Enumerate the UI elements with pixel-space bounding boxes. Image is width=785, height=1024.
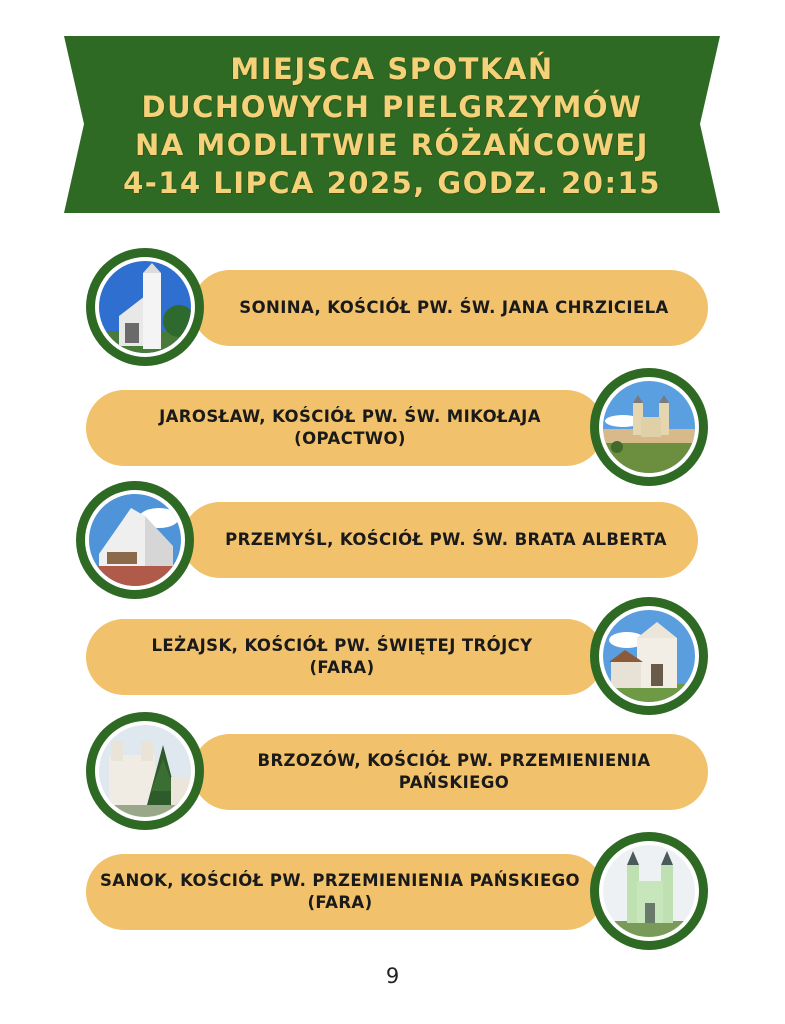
location-photo-sanok [590,832,708,950]
location-pill-lezajsk [86,619,604,695]
location-photo-jaroslaw [590,368,708,486]
location-label: SONINA, KOŚCIÓŁ PW. ŚW. JANA CHRZICIELA [239,298,669,317]
church-sanok-photo [603,845,695,937]
location-photo-brzozow [86,712,204,830]
location-photo-przemysl [76,481,194,599]
location-pill-przemysl [182,502,698,578]
title-banner [64,36,720,213]
church-jaroslaw-photo [603,381,695,473]
church-brzozow-photo [99,725,191,817]
location-pill-sanok [86,854,604,930]
location-label: SANOK, KOŚCIÓŁ PW. PRZEMIENIENIA PAŃSKIEGO (FARA) [100,871,580,912]
location-photo-lezajsk [590,597,708,715]
banner-line-4: 4-14 LIPCA 2025, GODZ. 20:15 [123,166,661,200]
banner-title [64,50,720,202]
church-lezajsk-photo [603,610,695,702]
banner-line-1: MIEJSCA SPOTKAŃ [230,52,554,86]
church-przemysl-photo [89,494,181,586]
banner-line-2: DUCHOWYCH PIELGRZYMÓW [141,90,643,124]
location-pill-sonina [192,270,708,346]
location-label: PRZEMYŚL, KOŚCIÓŁ PW. ŚW. BRATA ALBERTA [225,530,667,549]
location-photo-sonina [86,248,204,366]
location-label: LEŻAJSK, KOŚCIÓŁ PW. ŚWIĘTEJ TRÓJCY (FARA) [151,636,533,677]
banner-line-3: NA MODLITWIE RÓŻAŃCOWEJ [135,128,649,162]
location-pill-brzozow [192,734,708,810]
location-label: JAROSŁAW, KOŚCIÓŁ PW. ŚW. MIKOŁAJA (OPACTWO) [159,407,541,448]
location-label: BRZOZÓW, KOŚCIÓŁ PW. PRZEMIENIENIA PAŃSKIEGO [257,751,651,792]
location-pill-jaroslaw [86,390,604,466]
page-number: 9 [385,964,400,988]
church-sonina-photo [99,261,191,353]
